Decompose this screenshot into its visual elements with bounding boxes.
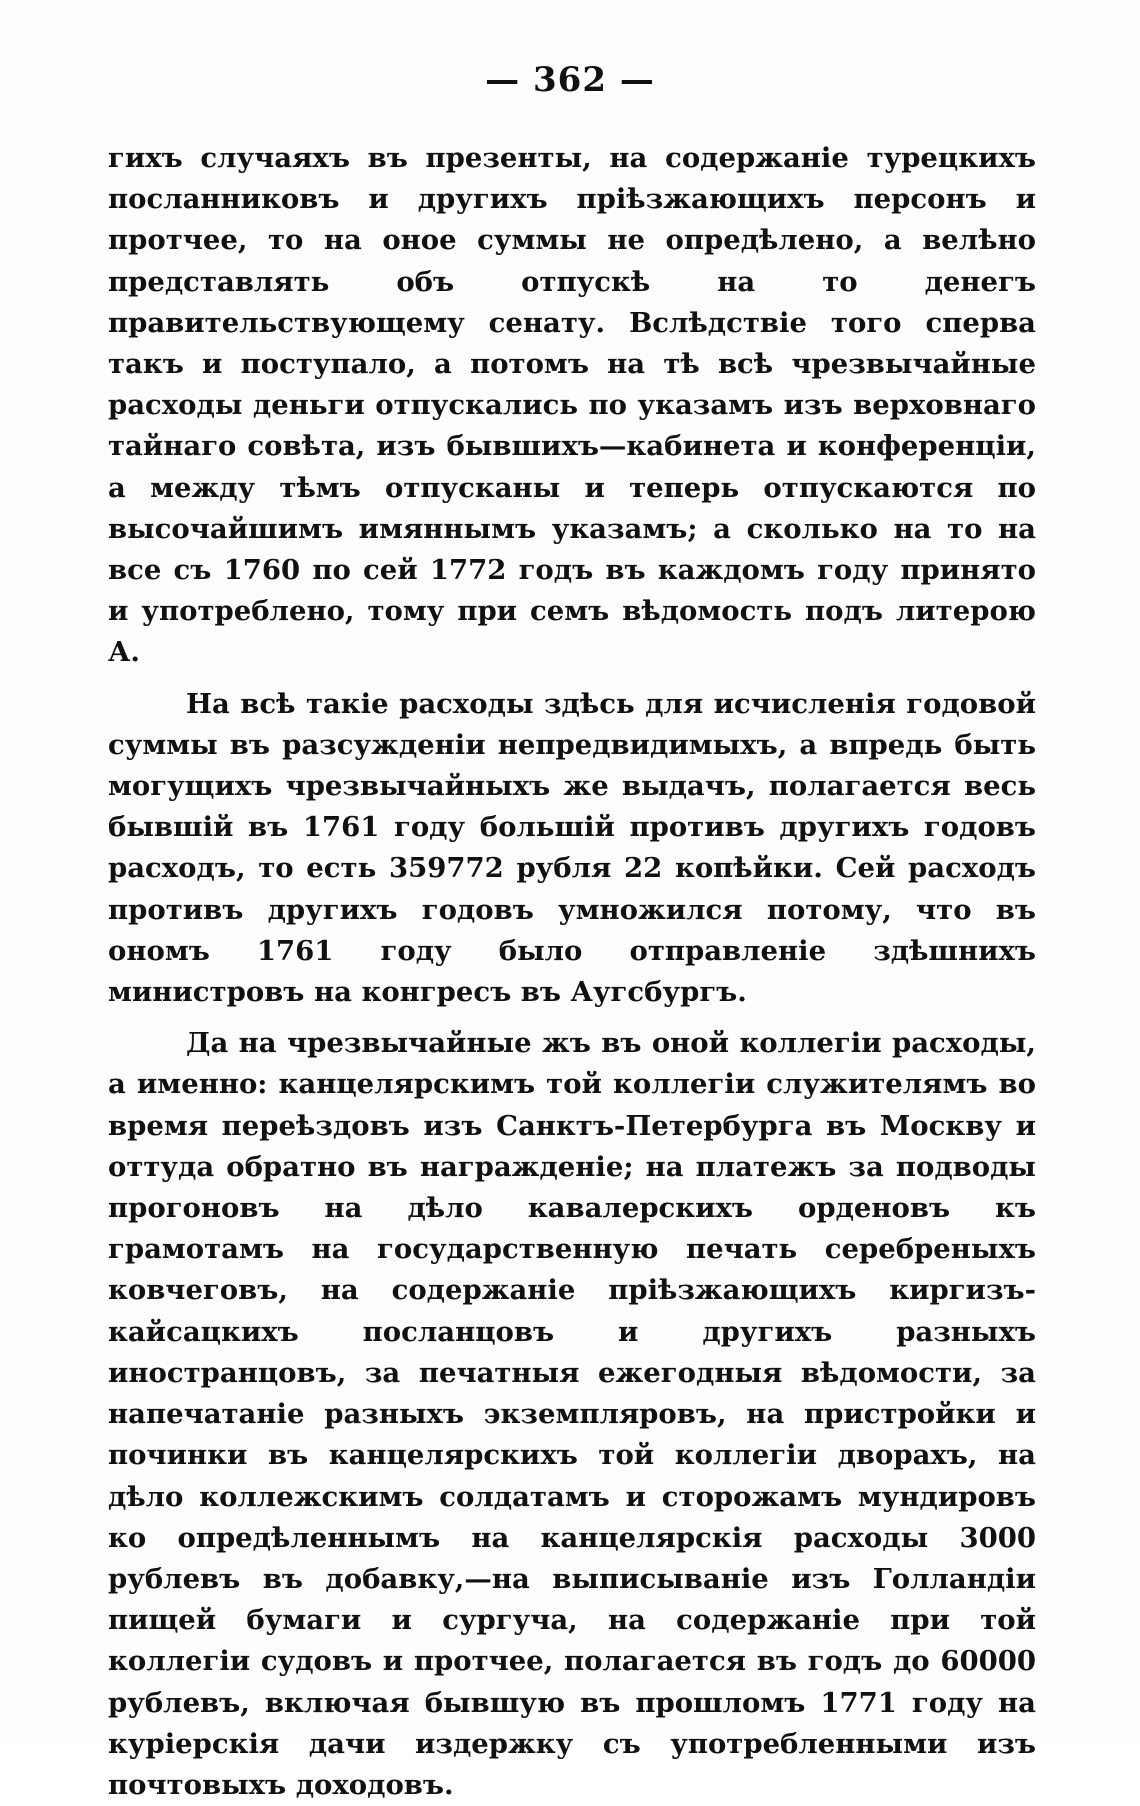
paragraph-1: гихъ случаяхъ въ презенты, на содержаніе турецкихъ посланниковъ и другихъ пріѣзжающихъ персонъ и протчее, то на оное суммы не опредѣлено, а велѣно представлять объ отпускѣ на то денегъ правительствующему сенату. Вслѣдствіе того сперва такъ и поступало, а потомъ на тѣ всѣ чрезвычайные расходы деньги отпускались по указамъ изъ верховнаго тайнаго совѣта, изъ бывшихъ—кабинета и конференціи, а между тѣмъ отпусканы и теперь отпускаются по высочайшимъ имяннымъ указамъ; а сколько на то на все съ 1760 по сей 1772 годъ въ каждомъ году принято и употреблено, тому при семъ вѣдомость подъ литерою А. xyxy=(108,142,1036,669)
body-text xyxy=(108,138,1036,1806)
page-number: — 362 — xyxy=(485,60,655,100)
paragraph-2: На всѣ такіе расходы здѣсь для исчисленія годовой суммы въ разсужденіи непредвидимыхъ, а впредь быть могущихъ чрезвычайныхъ же выдачъ, полагается весь бывшій въ 1761 году большій противъ другихъ годовъ расходъ, то есть 359772 рубля 22 копѣйки. Сей расходъ противъ другихъ годовъ умножился потому, что въ ономъ 1761 году было отправленіе здѣшнихъ министровъ на конгресъ въ Аугсбургъ. xyxy=(108,687,1036,1009)
paragraph-3: Да на чрезвычайные жъ въ оной коллегіи расходы, а именно: канцелярскимъ той коллегіи служителямъ во время переѣздовъ изъ Санктъ-Петербурга въ Москву и оттуда обратно въ награжденіе; на платежъ за подводы прогоновъ на дѣло кавалерскихъ орденовъ къ грамотамъ на государственную печать серебреныхъ ковчеговъ, на содержаніе пріѣзжающихъ киргизъ-кайсацкихъ посланцовъ и другихъ разныхъ иностранцовъ, за печатныя ежегодныя вѣдомости, за напечатаніе разныхъ экземпляровъ, на пристройки и починки въ канцелярскихъ той коллегіи дворахъ, на дѣло коллежскимъ солдатамъ и сторожамъ мундировъ ко опредѣленнымъ на канцелярскія расходы 3000 рублевъ въ добавку,—на выписываніе изъ Голландіи пищей бумаги и сургуча, на содержаніе при той коллегіи судовъ и протчее, полагается въ годъ до 60000 рублевъ, включая бывшую въ прошломъ 1771 году на куріерскія дачи издержку съ употребленными изъ почтовыхъ доходовъ. xyxy=(108,1027,1036,1801)
